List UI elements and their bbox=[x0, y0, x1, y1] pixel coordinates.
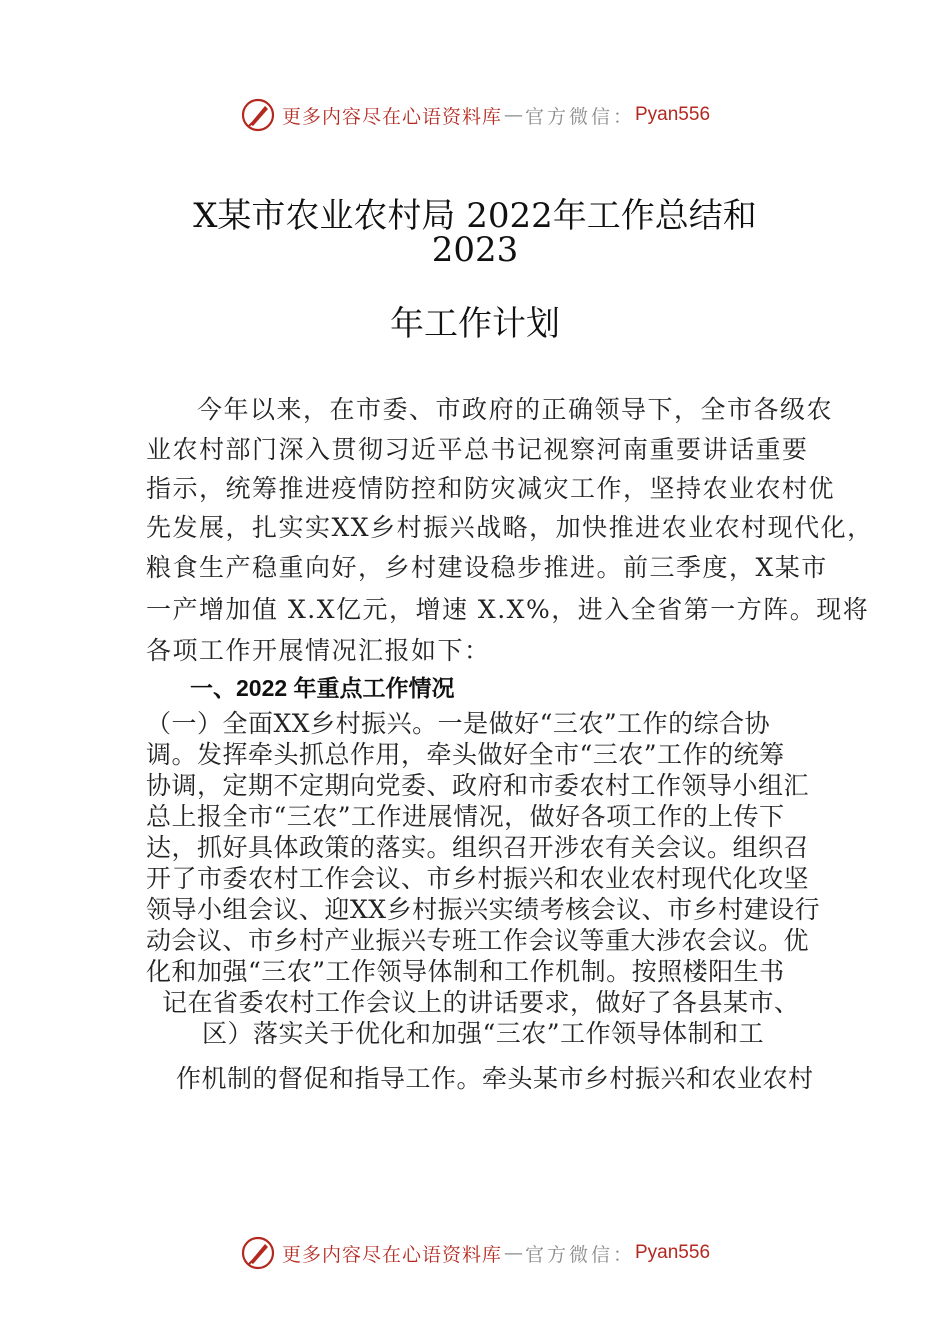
body-line: 区）落实关于优化和加强“三农”工作领导体制和工 bbox=[202, 1019, 765, 1048]
banner-wechat-id: Pyan556 bbox=[635, 1242, 711, 1263]
document-title-line-1: X某市农业农村局 2022年工作总结和 bbox=[193, 196, 757, 236]
intro-line: 业农村部门深入贯彻习近平总书记视察河南重要讲话重要 bbox=[146, 435, 809, 464]
body-line: 化和加强“三农”工作领导体制和工作机制。按照楼阳生书 bbox=[146, 957, 785, 986]
intro-line: 一产增加值 X.X亿元，增速 X.X%，进入全省第一方阵。现将 bbox=[146, 595, 870, 624]
intro-line: 各项工作开展情况汇报如下： bbox=[146, 636, 491, 665]
watermark-banner-bottom bbox=[0, 1231, 950, 1275]
watermark-banner-top bbox=[0, 93, 950, 137]
banner-dash: — bbox=[503, 104, 523, 126]
document-title-line-3: 年工作计划 bbox=[390, 304, 560, 344]
body-line: 协调，定期不定期向党委、政府和市委农村工作领导小组汇 bbox=[146, 771, 810, 800]
banner-main-text: 更多内容尽在心语资料库 bbox=[281, 105, 502, 128]
body-line: 达，抓好具体政策的落实。组织召开涉农有关会议。组织召 bbox=[146, 833, 810, 862]
banner-wechat-label: 官方微信： bbox=[524, 1243, 635, 1266]
body-line: 记在省委农村工作会议上的讲话要求，做好了各县某市、 bbox=[162, 988, 800, 1017]
intro-line: 粮食生产稳重向好，乡村建设稳步推进。前三季度，X某市 bbox=[146, 553, 828, 582]
body-line: 动会议、市乡村产业振兴专班工作会议等重大涉农会议。优 bbox=[146, 926, 810, 955]
intro-line: 先发展，扎实实XX乡村振兴战略，加快推进农业农村现代化， bbox=[146, 513, 874, 542]
body-line: 开了市委农村工作会议、市乡村振兴和农业农村现代化攻坚 bbox=[146, 864, 810, 893]
body-line: 作机制的督促和指导工作。牵头某市乡村振兴和农业农村 bbox=[176, 1064, 814, 1093]
body-line: 总上报全市“三农”工作进展情况，做好各项工作的上传下 bbox=[146, 802, 785, 831]
document-title-line-2: 2023 bbox=[431, 230, 519, 270]
section-heading: 一、2022 年重点工作情况 bbox=[190, 675, 455, 701]
quill-logo-icon bbox=[240, 1235, 276, 1271]
quill-logo-icon bbox=[240, 97, 276, 133]
banner-main-text: 更多内容尽在心语资料库 bbox=[281, 1243, 502, 1266]
intro-line: 今年以来，在市委、市政府的正确领导下，全市各级农 bbox=[197, 395, 834, 424]
banner-wechat-label: 官方微信： bbox=[524, 105, 635, 128]
banner-wechat-id: Pyan556 bbox=[635, 104, 711, 125]
body-line: （一）全面XX乡村振兴。一是做好“三农”工作的综合协 bbox=[146, 709, 771, 738]
body-line: 调。发挥牵头抓总作用，牵头做好全市“三农”工作的统筹 bbox=[146, 740, 785, 769]
body-line: 领导小组会议、迎XX乡村振兴实绩考核会议、市乡村建设行 bbox=[146, 895, 821, 924]
banner-dash: — bbox=[503, 1242, 523, 1264]
intro-line: 指示，统筹推进疫情防控和防灾减灾工作，坚持农业农村优 bbox=[146, 474, 836, 503]
